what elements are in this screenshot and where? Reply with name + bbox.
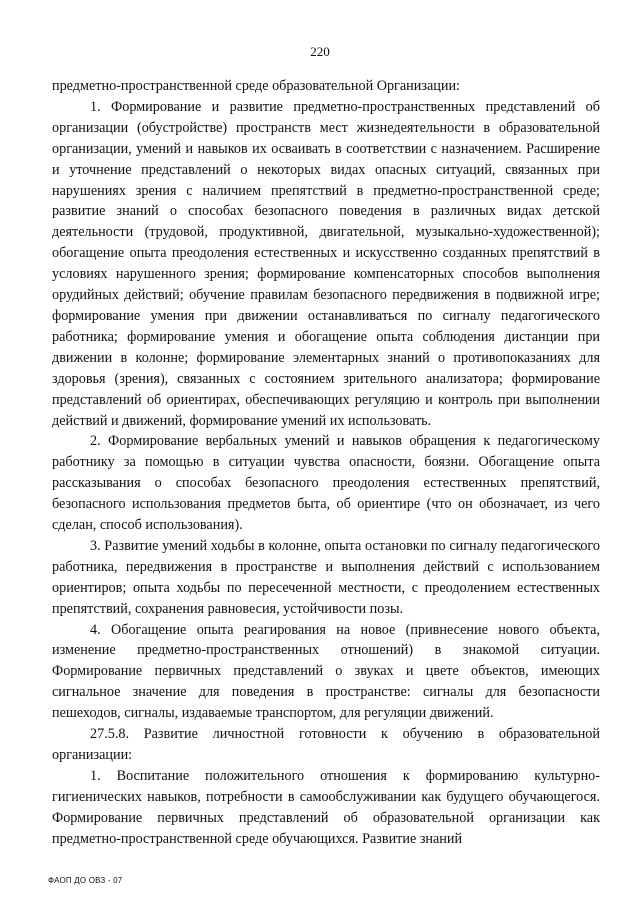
page-number: 220 [310, 44, 330, 59]
footer-document-code: ФАОП ДО ОВЗ - 07 [48, 876, 123, 885]
paragraph-item-3: 3. Развитие умений ходьбы в колонне, опыта остановки по сигналу педагогического работника, передвижения в пространстве и выполнения действий с использованием ориентиров; опыта ходьбы по пересеченной местности, с преодолением естественных препятствий, сохранения равновесия, устойчивости позы. [52, 537, 600, 617]
document-body [52, 76, 600, 850]
paragraph-item-2: 2. Формирование вербальных умений и навыков обращения к педагогическому работнику за помощью в ситуации чувства опасности, боязни. Обогащение опыта рассказывания о способах безопасного преодоления естественных препятствий, безопасного использования предметов быта, об ориентире (что он обозначает, из чего сделан, способ использования). [52, 433, 600, 534]
paragraph-item-1-section-27-5-8: 1. Воспитание положительного отношения к формированию культурно-гигиенических навыков, потребности в самообслуживании как будущего обучающегося. Формирование первичных представлений об образовательной организации как предметно-пространственной среде обучающихся. Развитие знаний [52, 767, 600, 847]
paragraph-item-4: 4. Обогащение опыта реагирования на новое (привнесение нового объекта, изменение предметно-пространственных отношений) в знакомой ситуации. Формирование первичных представлений о звуках и цвете объектов, имеющих сигнальное значение для поведения в пространстве: сигналы для безопасности пешеходов, сигналы, издаваемые транспортом, для регуляции движений. [52, 621, 600, 722]
paragraph-continuation: предметно-пространственной среде образовательной Организации: [52, 78, 460, 94]
section-heading-27-5-8: 27.5.8. Развитие личностной готовности к обучению в образовательной организации: [52, 726, 600, 763]
paragraph-item-1: 1. Формирование и развитие предметно-пространственных представлений об организации (обустройстве) пространств мест жизнедеятельности в образовательной организации, умений и навыков их осваивать в соответствии с назначением. Расширение и уточнение представлений о некоторых видах опасных ситуаций, связанных при нарушениях зрения с наличием препятствий в предметно-пространственной среде; развитие знаний о способах безопасного поведения в различных видах детской деятельности (трудовой, продуктивной, двигательной, музыкально-художественной); обогащение опыта преодоления естественных и искусственно созданных препятствий в условиях нарушенного зрения; формирование компенсаторных способов выполнения орудийных действий; обучение правилам безопасного передвижения в подвижной игре; формирование умения при движении останавливаться по сигналу педагогического работника; формирование умения и обогащение опыта соблюдения дистанции при движении в колонне; формирование элементарных знаний о противопоказаниях для здоровья (зрения), связанных с состоянием зрительного анализатора; формирование представлений об ориентирах, обеспечивающих регуляцию и контроль при выполнении действий и движений, формирование умений их использовать. [52, 98, 600, 429]
